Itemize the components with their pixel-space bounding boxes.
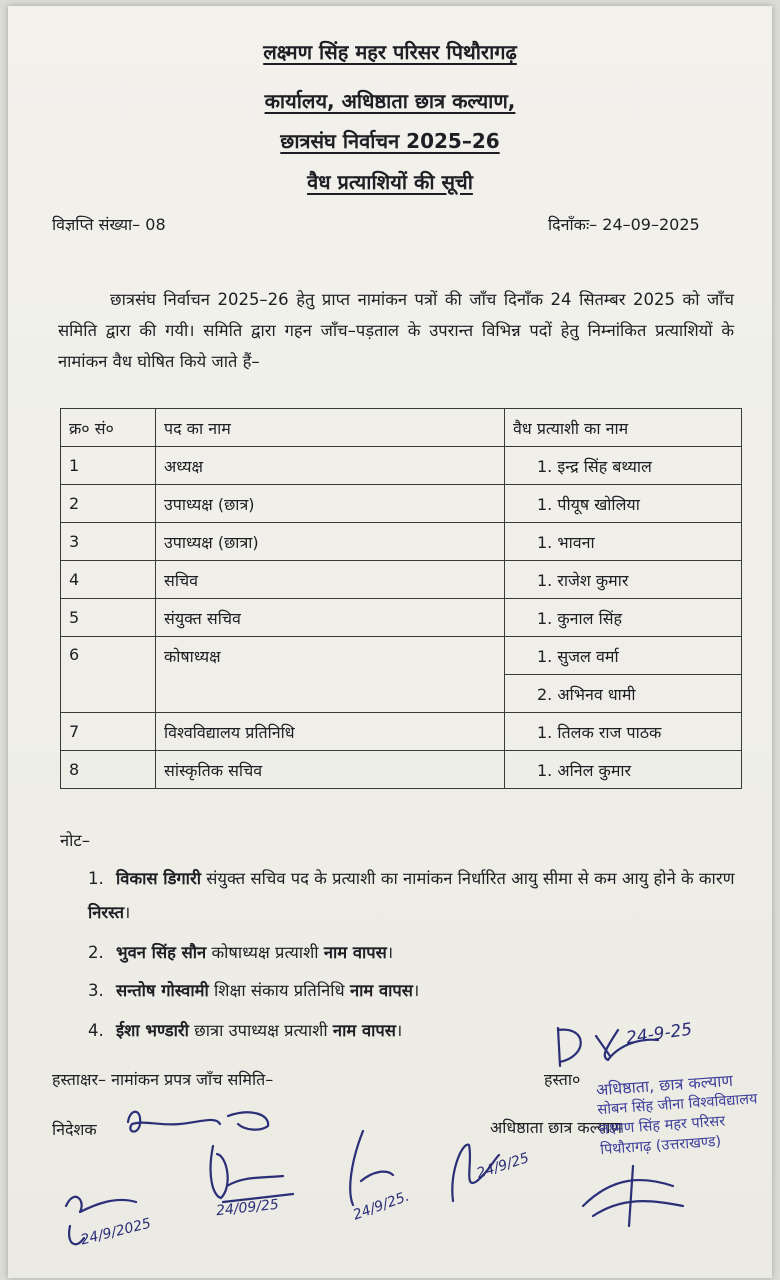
candidate-cell: 1. सुजल वर्मा — [505, 637, 742, 675]
note-status: नाम वापस — [349, 981, 413, 1000]
note-name: सन्तोष गोस्वामी — [116, 981, 209, 1000]
dean-handwritten-date: 24-9-25 — [624, 1019, 694, 1049]
note-item — [88, 862, 738, 930]
table-header-row — [61, 409, 742, 447]
table-row — [61, 713, 742, 751]
note-name: विकास डिगारी — [116, 869, 201, 888]
note-text: संयुक्त सचिव पद के प्रत्याशी का नामांकन निर्धारित आयु सीमा से कम आयु होने के कारण — [200, 869, 735, 888]
note-tail: । — [386, 943, 394, 962]
note-number: 1. — [88, 869, 104, 888]
campus-name: लक्ष्मण सिंह महर परिसर पिथौरागढ़ — [263, 40, 517, 64]
candidate-cell: 1. तिलक राज पाठक — [505, 713, 742, 751]
stamp-line-2: सोबन सिंह जीना विश्वविद्यालय — [596, 1091, 758, 1119]
header-candidate: वैध प्रत्याशी का नाम — [505, 409, 742, 447]
candidate-cell: 1. इन्द्र सिंह बथ्याल — [505, 447, 742, 485]
member-signature-icon — [573, 1156, 703, 1236]
election-title: छात्रसंघ निर्वाचन 2025–26 — [280, 129, 500, 153]
note-number: 4. — [88, 1021, 104, 1040]
post-cell: उपाध्यक्ष (छात्र) — [156, 485, 505, 523]
notice-number: विज्ञप्ति संख्या– 08 — [52, 215, 166, 234]
handwritten-date: 24/9/2025 — [79, 1215, 153, 1249]
committee-signature-label: हस्ताक्षर– नामांकन प्रपत्र जाँच समिति– — [52, 1070, 274, 1089]
serial-cell: 4 — [61, 561, 156, 599]
table-row — [61, 447, 742, 485]
director-label: निदेशक — [52, 1120, 97, 1139]
note-status: नाम वापस — [332, 1021, 396, 1040]
note-tail: । — [395, 1021, 403, 1040]
handwritten-date: 24/09/25 — [215, 1196, 280, 1220]
candidate-cell: 1. पीयूष खोलिया — [505, 485, 742, 523]
note-item — [88, 974, 738, 1008]
note-name: ईशा भण्डारी — [116, 1021, 189, 1040]
dean-label: अधिष्ठाता छात्र कल्याण — [490, 1118, 622, 1137]
note-text: छात्रा उपाध्यक्ष प्रत्याशी — [188, 1021, 333, 1040]
intro-paragraph: छात्रसंघ निर्वाचन 2025–26 हेतु प्राप्त नामांकन पत्रों की जाँच दिनाँक 24 सितम्बर 2025 को जाँच समिति द्वारा की गयी। समिति द्वारा गहन जाँच–पड़ताल के उपरान्त विभिन्न पदों हेतु निम्नांकित प्रत्याशियों के नामांकन वैध घोषित किये जाते हैं– — [58, 290, 734, 371]
post-cell: विश्वविद्यालय प्रतिनिधि — [156, 713, 505, 751]
serial-cell: 6 — [61, 637, 156, 713]
serial-cell: 2 — [61, 485, 156, 523]
table-row — [61, 751, 742, 789]
table-row — [61, 523, 742, 561]
hasta-label: हस्ता० — [544, 1070, 581, 1089]
list-title: वैध प्रत्याशियों की सूची — [307, 170, 473, 194]
note-name: भुवन सिंह सौन — [116, 943, 207, 962]
candidates-table — [60, 408, 742, 789]
note-status: निरस्त — [88, 903, 125, 922]
candidate-cell: 2. अभिनव धामी — [505, 675, 742, 713]
candidate-cell: 1. अनिल कुमार — [505, 751, 742, 789]
serial-cell: 3 — [61, 523, 156, 561]
post-cell: सांस्कृतिक सचिव — [156, 751, 505, 789]
serial-cell: 5 — [61, 599, 156, 637]
serial-cell: 1 — [61, 447, 156, 485]
candidate-cell: 1. कुनाल सिंह — [505, 599, 742, 637]
stamp-line-4: पिथौरागढ़ (उत्तराखण्ड) — [599, 1133, 722, 1159]
candidate-cell: 1. राजेश कुमार — [505, 561, 742, 599]
post-cell: उपाध्यक्ष (छात्रा) — [156, 523, 505, 561]
table-row — [61, 599, 742, 637]
post-cell: अध्यक्ष — [156, 447, 505, 485]
note-number: 3. — [88, 981, 104, 1000]
document-page — [8, 6, 772, 1278]
office-stamp — [595, 1068, 780, 1160]
header-serial: क्र० सं० — [61, 409, 156, 447]
notes-heading: नोट– — [60, 831, 90, 850]
note-tail: । — [124, 903, 131, 922]
table-row — [61, 637, 742, 675]
stamp-line-3: लक्ष्मण सिंह महर परिसर — [598, 1113, 726, 1139]
post-cell: सचिव — [156, 561, 505, 599]
note-item — [88, 936, 738, 970]
header-post: पद का नाम — [156, 409, 505, 447]
handwritten-date: 24/9/25. — [351, 1188, 412, 1224]
notice-date: दिनाँकः– 24–09–2025 — [548, 215, 700, 234]
note-status: नाम वापस — [323, 943, 387, 962]
note-text: शिक्षा संकाय प्रतिनिधि — [208, 981, 350, 1000]
serial-cell: 7 — [61, 713, 156, 751]
table-row — [61, 561, 742, 599]
member-signature-icon — [56, 1166, 166, 1256]
stamp-line-1: अधिष्ठाता, छात्र कल्याण — [595, 1070, 734, 1100]
table-row — [61, 485, 742, 523]
post-cell: कोषाध्यक्ष — [156, 637, 505, 713]
serial-cell: 8 — [61, 751, 156, 789]
candidate-cell: 1. भावना — [505, 523, 742, 561]
note-tail: । — [412, 981, 420, 1000]
office-title: कार्यालय, अधिष्ठाता छात्र कल्याण, — [264, 89, 516, 113]
post-cell: संयुक्त सचिव — [156, 599, 505, 637]
note-text: कोषाध्यक्ष प्रत्याशी — [206, 943, 324, 962]
note-number: 2. — [88, 943, 104, 962]
handwritten-date: 24/9/25 — [474, 1150, 532, 1182]
